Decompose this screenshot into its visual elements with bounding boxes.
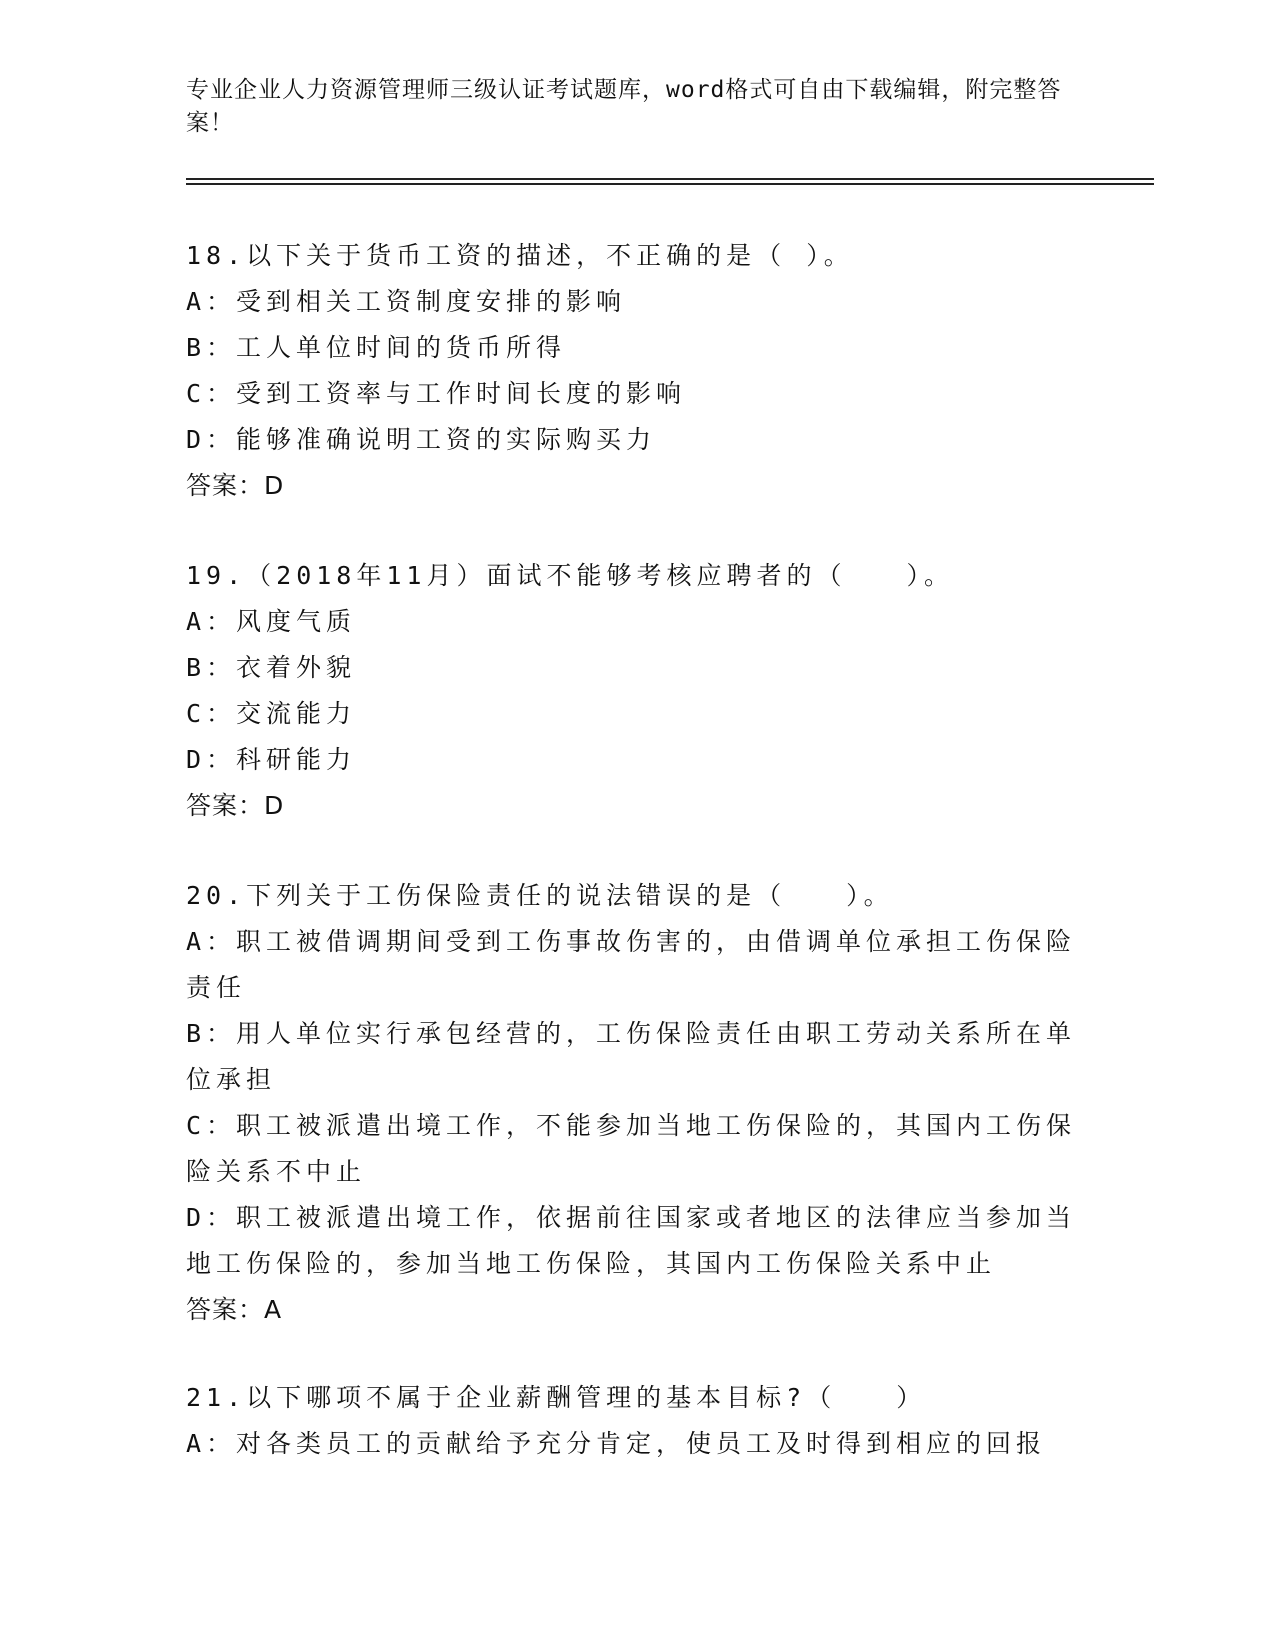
- option-c: C：交流能力: [186, 699, 357, 728]
- option-a: A：对各类员工的贡献给予充分肯定，使员工及时得到相应的回报: [186, 1429, 1047, 1458]
- question-18: [186, 233, 1086, 509]
- header-divider-bottom: [186, 183, 1154, 185]
- option-d: D：能够准确说明工资的实际购买力: [186, 425, 657, 454]
- option-d: D：科研能力: [186, 745, 357, 774]
- option-c: C：受到工资率与工作时间长度的影响: [186, 379, 687, 408]
- answer: 答案：D: [186, 471, 285, 500]
- option-b: B：工人单位时间的货币所得: [186, 333, 567, 362]
- answer: 答案：A: [186, 1295, 283, 1324]
- question-stem: 21.以下哪项不属于企业薪酬管理的基本目标?（ ）: [186, 1383, 927, 1412]
- question-stem: 20.下列关于工伤保险责任的说法错误的是（ ）。: [186, 881, 894, 910]
- option-c: C：职工被派遣出境工作，不能参加当地工伤保险的，其国内工伤保险关系不中止: [186, 1111, 1077, 1186]
- document-header: 专业企业人力资源管理师三级认证考试题库，word格式可自由下载编辑，附完整答案！: [186, 77, 1062, 136]
- question-stem: 18.以下关于货币工资的描述，不正确的是（ ）。: [186, 241, 854, 270]
- option-a: A：职工被借调期间受到工伤事故伤害的，由借调单位承担工伤保险责任: [186, 927, 1077, 1002]
- question-stem: 19.（2018年11月）面试不能够考核应聘者的（ ）。: [186, 561, 954, 590]
- option-b: B：用人单位实行承包经营的，工伤保险责任由职工劳动关系所在单位承担: [186, 1019, 1077, 1094]
- question-19: [186, 553, 1086, 829]
- header-divider-top: [186, 178, 1154, 180]
- option-d: D：职工被派遣出境工作，依据前往国家或者地区的法律应当参加当地工伤保险的，参加当地工伤保险，其国内工伤保险关系中止: [186, 1203, 1077, 1278]
- option-a: A：风度气质: [186, 607, 357, 636]
- question-21: [186, 1375, 1086, 1467]
- answer: 答案：D: [186, 791, 285, 820]
- option-a: A：受到相关工资制度安排的影响: [186, 287, 627, 316]
- question-20: [186, 873, 1086, 1333]
- option-b: B：衣着外貌: [186, 653, 357, 682]
